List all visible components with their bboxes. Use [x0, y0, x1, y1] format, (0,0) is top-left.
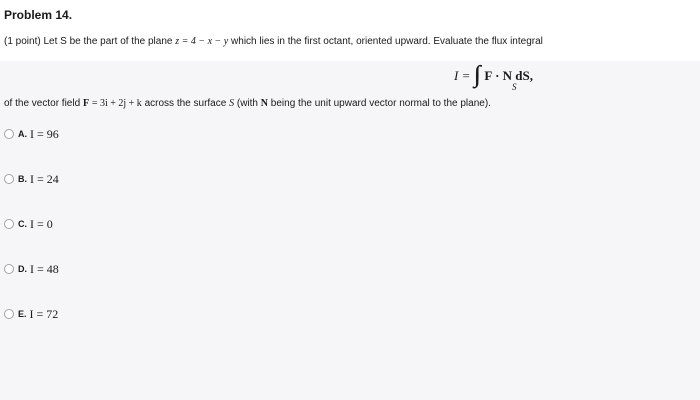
integrand: F · N dS,: [484, 68, 534, 83]
normal-vector-name: N: [260, 98, 269, 109]
choice-c[interactable]: [4, 217, 53, 231]
points-label: (1 point): [4, 36, 41, 47]
with-prefix: (with: [236, 98, 258, 109]
problem-title: Problem 14.: [4, 8, 73, 22]
field-equation: = 3i + 2j + k: [91, 98, 142, 109]
statement-outro: which lies in the first octant, oriented upward. Evaluate the flux integral: [231, 36, 543, 47]
radio-button-icon[interactable]: [4, 309, 14, 319]
problem-statement: [4, 36, 543, 47]
integral-lhs: I =: [454, 68, 471, 83]
field-prefix: of the vector field: [4, 98, 81, 109]
radio-button-icon[interactable]: [4, 129, 14, 139]
choice-expression: I = 96: [30, 126, 59, 141]
field-suffix: being the unit upward vector normal to the plane).: [270, 98, 491, 109]
choice-e[interactable]: [4, 307, 58, 321]
choice-letter: E.: [18, 309, 27, 319]
choice-expression: I = 0: [30, 216, 53, 231]
choice-expression: I = 72: [29, 306, 59, 321]
choice-letter: A.: [18, 129, 27, 139]
choice-expression: I = 24: [30, 171, 59, 186]
choice-expression: I = 48: [30, 261, 59, 276]
choice-letter: B.: [18, 174, 27, 184]
choice-d[interactable]: [4, 262, 59, 276]
flux-integral-formula: [454, 58, 533, 94]
choice-b[interactable]: [4, 172, 59, 186]
answer-panel-background: [0, 61, 700, 400]
plane-equation: z = 4 − x − y: [175, 36, 229, 47]
radio-button-icon[interactable]: [4, 174, 14, 184]
integral-region: S: [512, 82, 517, 92]
surface-name: S: [229, 98, 235, 109]
statement-intro: Let S be the part of the plane: [43, 36, 173, 47]
choice-letter: C.: [18, 219, 27, 229]
choice-a[interactable]: [4, 127, 59, 141]
field-middle: across the surface: [144, 98, 227, 109]
radio-button-icon[interactable]: [4, 264, 14, 274]
vector-field-statement: [4, 98, 491, 109]
field-name: F: [82, 98, 90, 109]
choice-letter: D.: [18, 264, 27, 274]
radio-button-icon[interactable]: [4, 219, 14, 229]
